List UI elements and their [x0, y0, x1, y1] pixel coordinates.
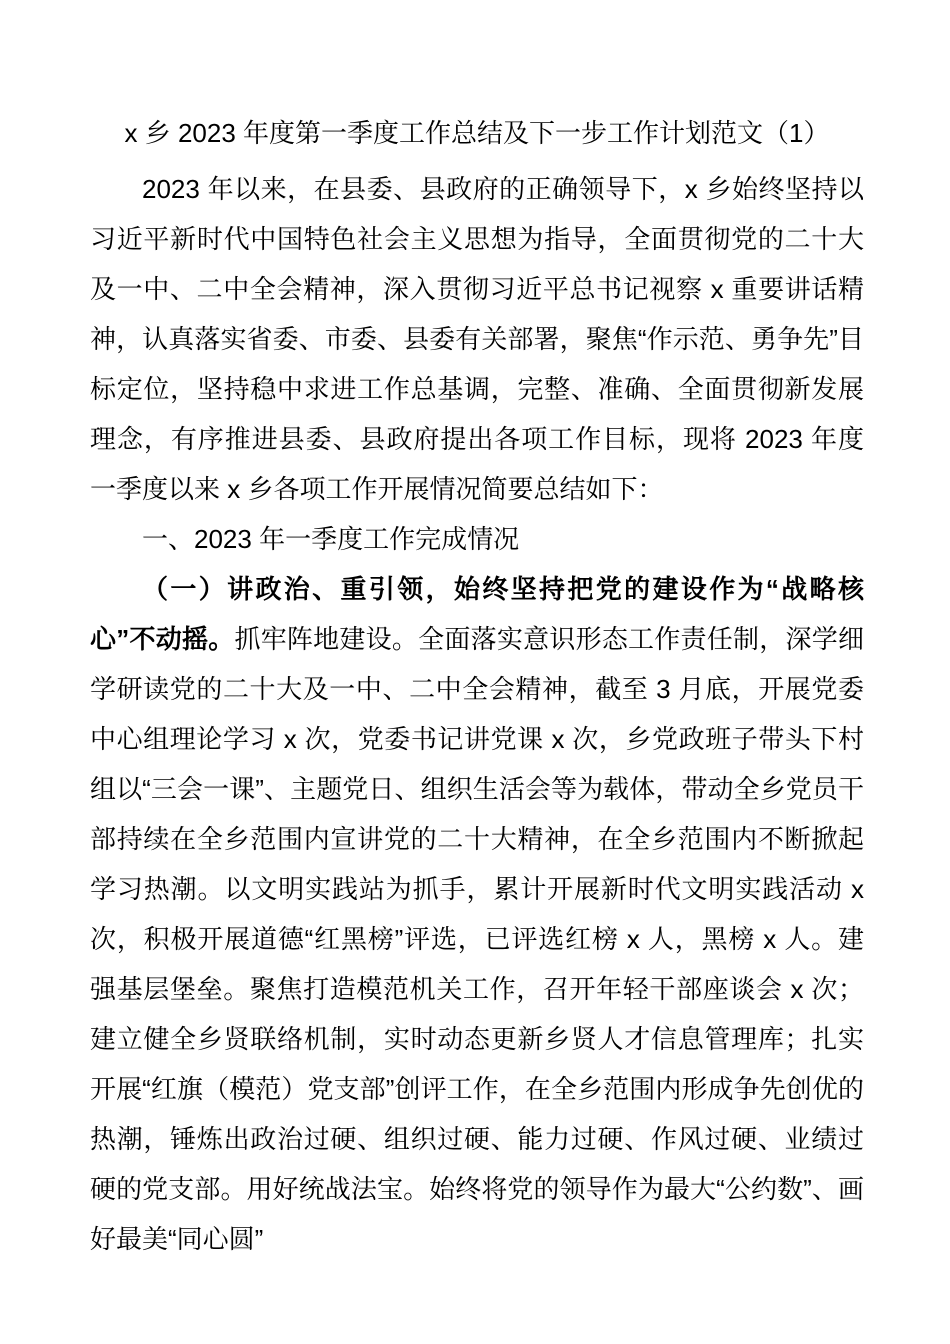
subsection-paragraph	[90, 564, 864, 1264]
document-title: x 乡 2023 年度第一季度工作总结及下一步工作计划范文（1）	[124, 118, 830, 148]
subsection-lead-bold: （一）讲政治、重引领，始终坚持把党的建设作为“战略核心”不动摇。	[90, 574, 864, 654]
intro-paragraph: 2023 年以来，在县委、县政府的正确领导下，x 乡始终坚持以习近平新时代中国特色社会主义思想为指导，全面贯彻党的二十大及一中、二中全会精神，深入贯彻习近平总书记视察 x 重要讲话精神，认真落实省委、市委、县委有关部署，聚焦“作示范、勇争先”目标定位，坚持稳中求进工作总基调，完整、准确、全面贯彻新发展理念，有序推进县委、县政府提出各项工作目标，现将 2023 年度一季度以来 x 乡各项工作开展情况简要总结如下：	[90, 174, 864, 504]
subsection-body-text: 抓牢阵地建设。全面落实意识形态工作责任制，深学细学研读党的二十大及一中、二中全会精神，截至 3 月底，开展党委中心组理论学习 x 次，党委书记讲党课 x 次，乡党政班子带头下村组以“三会一课”、主题党日、组织生活会等为载体，带动全乡党员干部持续在全乡范围内宣讲党的二十大精神，在全乡范围内不断掀起学习热潮。以文明实践站为抓手，累计开展新时代文明实践活动 x 次，积极开展道德“红黑榜”评选，已评选红榜 x 人，黑榜 x 人。建强基层堡垒。聚焦打造模范机关工作，召开年轻干部座谈会 x 次；建立健全乡贤联络机制，实时动态更新乡贤人才信息管理库；扎实开展“红旗（模范）党支部”创评工作，在全乡范围内形成争先创优的热潮，锤炼出政治过硬、组织过硬、能力过硬、作风过硬、业绩过硬的党支部。用好统战法宝。始终将党的领导作为最大“公约数”、画好最美“同心圆”	[90, 624, 864, 1254]
section-heading: 一、2023 年一季度工作完成情况	[142, 524, 520, 554]
